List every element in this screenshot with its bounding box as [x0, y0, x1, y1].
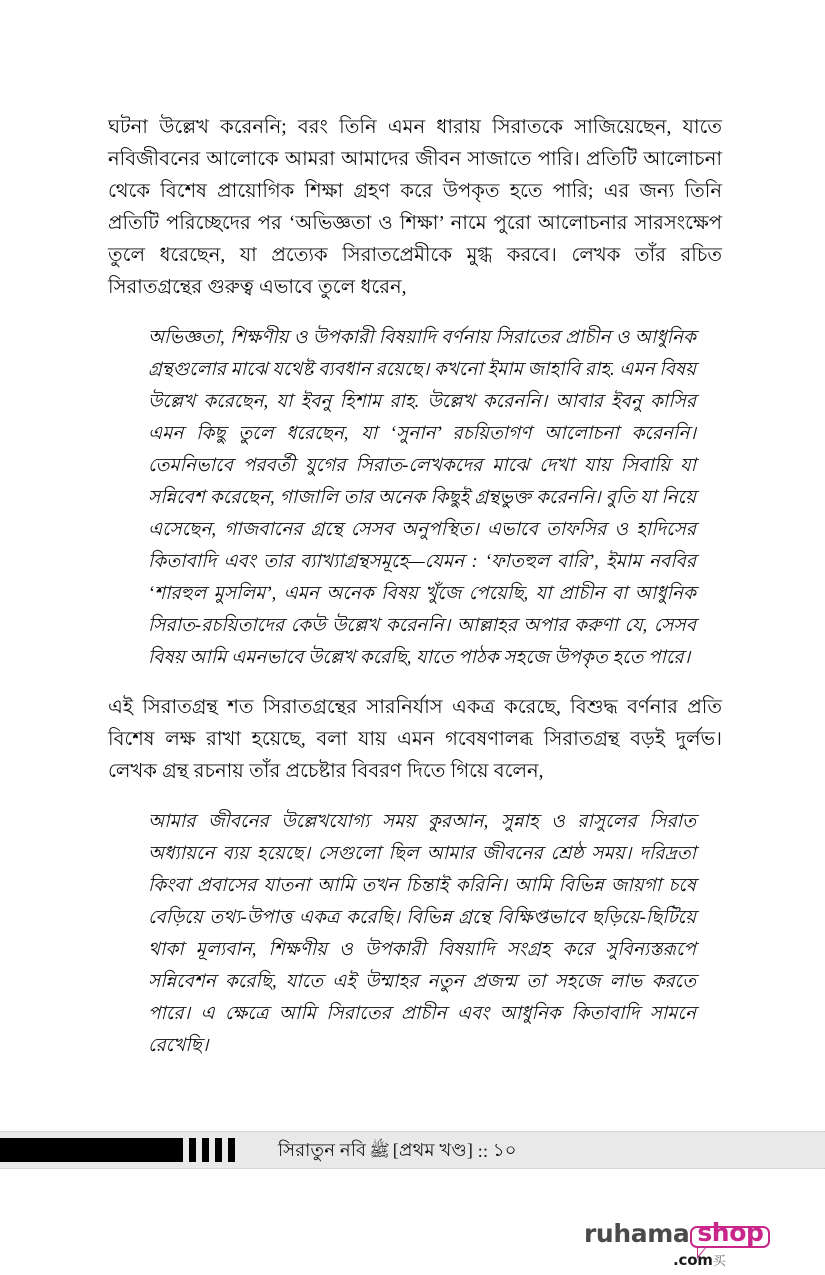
body-paragraph-1: ঘটনা উল্লেখ করেননি; বরং তিনি এমন ধারায় সিরাতকে সাজিয়েছেন, যাতে নবিজীবনের আলোকে আমরা আমাদের জীবন সাজাতে পারি। প্রতিটি আলোচনা থেকে বিশেষ প্রায়োগিক শিক্ষা গ্রহণ করে উপকৃত হতে পারি; এর জন্য তিনি প্রতিটি পরিচ্ছেদের পর ‘অভিজ্ঞতা ও শিক্ষা’ নামে পুরো আলোচনার সারসংক্ষেপ তুলে ধরেছেন, যা প্রত্যেক সিরাতপ্রেমীকে মুগ্ধ করবে। লেখক তাঁর রচিত সিরাতগ্রন্থের গুরুত্ব এভাবে তুলে ধরেন, [108, 117, 722, 298]
quotation-block-1 [108, 322, 722, 674]
page-footer [0, 1131, 825, 1169]
barcode-bar [202, 1138, 209, 1162]
logo-shop-bubble [690, 1220, 770, 1250]
barcode-bar [189, 1138, 196, 1162]
barcode-bar [215, 1138, 222, 1162]
logo-tld-group [673, 1250, 726, 1269]
logo-cjk-mark: 买 [712, 1254, 726, 1269]
footer-book-title: সিরাতুন নবি [278, 1139, 367, 1160]
logo-brand-secondary: shop [697, 1218, 764, 1247]
barcode-solid-block [0, 1138, 183, 1162]
logo-brand-primary: ruhama [584, 1219, 690, 1248]
footer-separator: :: [477, 1140, 489, 1161]
page-content [108, 112, 722, 1062]
quotation-block-2 [108, 806, 722, 1062]
body-paragraph-2: এই সিরাতগ্রন্থ শত সিরাতগ্রন্থের সারনির্যাস একত্র করেছে, বিশুদ্ধ বর্ণনার প্রতি বিশেষ লক্ষ রাখা হয়েছে, বলা যায় এমন গবেষণালব্ধ সিরাতগ্রন্থ বড়ই দুর্লভ। লেখক গ্রন্থ রচনায় তাঁর প্রচেষ্টার বিবরণ দিতে গিয়ে বলেন, [108, 697, 722, 782]
footer-page-number: ১০ [492, 1139, 517, 1160]
logo-tld: .com [673, 1251, 713, 1269]
barcode-bar [228, 1138, 235, 1162]
footer-volume-label: [প্রথম খণ্ড] [392, 1139, 474, 1160]
logo-wordmark [584, 1220, 770, 1250]
footer-barcode-ornament [0, 1138, 235, 1162]
logo-shop-box [690, 1218, 770, 1248]
ruhamashop-logo [584, 1220, 784, 1270]
salawat-icon: ﷺ [369, 1140, 390, 1160]
footer-running-head [278, 1132, 517, 1170]
quotation-text-1: অভিজ্ঞতা, শিক্ষণীয় ও উপকারী বিষয়াদি বর্ণনায় সিরাতের প্রাচীন ও আধুনিক গ্রন্থগুলোর মাঝে যথেষ্ট ব্যবধান রয়েছে। কখনো ইমাম জাহাবি রাহ. এমন বিষয় উল্লেখ করেছেন, যা ইবনু হিশাম রাহ. উল্লেখ করেননি। আবার ইবনু কাসির এমন কিছু তুলে ধরেছেন, যা ‘সুনান’ রচয়িতাগণ আলোচনা করেননি। তেমনিভাবে পরবর্তী যুগের সিরাত-লেখকদের মাঝে দেখা যায় সিবায়ি যা সন্নিবেশ করেছেন, গাজালি তার অনেক কিছুই গ্রন্থভুক্ত করেননি। বুতি যা নিয়ে এসেছেন, গাজবানের গ্রন্থে সেসব অনুপস্থিত। এভাবে তাফসির ও হাদিসের কিতাবাদি এবং তার ব্যাখ্যাগ্রন্থসমূহে—যেমন : ‘ফাতহুল বারি’, ইমাম নববির ‘শারহুল মুসলিম’, এমন অনেক বিষয় খুঁজে পেয়েছি, যা প্রাচীন বা আধুনিক সিরাত-রচয়িতাদের কেউ উল্লেখ করেননি। আল্লাহর অপার করুণা যে, সেসব বিষয় আমি এমনভাবে উল্লেখ করেছি, যাতে পাঠক সহজে উপকৃত হতে পারে। [148, 328, 696, 668]
quotation-text-2: আমার জীবনের উল্লেখযোগ্য সময় কুরআন, সুন্নাহ ও রাসুলের সিরাত অধ্যায়নে ব্যয় হয়েছে। সেগুলো ছিল আমার জীবনের শ্রেষ্ঠ সময়। দরিদ্রতা কিংবা প্রবাসের যাতনা আমি তখন চিন্তাই করিনি। আমি বিভিন্ন জায়গা চষে বেড়িয়ে তথ্য-উপাত্ত একত্র করেছি। বিভিন্ন গ্রন্থে বিক্ষিপ্তভাবে ছড়িয়ে-ছিটিয়ে থাকা মূল্যবান, শিক্ষণীয় ও উপকারী বিষয়াদি সংগ্রহ করে সুবিন্যস্তরূপে সন্নিবেশন করেছি, যাতে এই উম্মাহর নতুন প্রজন্ম তা সহজে লাভ করতে পারে। এ ক্ষেত্রে আমি সিরাতের প্রাচীন এবং আধুনিক কিতাবাদি সামনে রেখেছি। [148, 812, 696, 1056]
